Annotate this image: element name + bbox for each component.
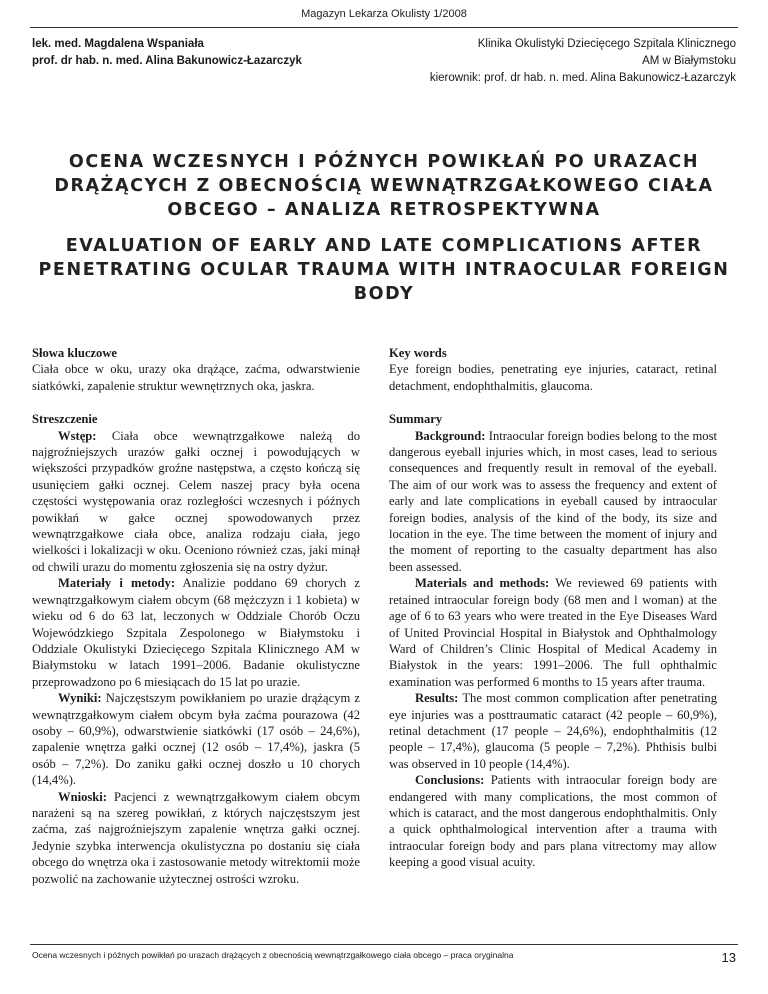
background-label-pl: Wstęp: (58, 428, 97, 443)
author-1: lek. med. Magdalena Wspaniała (32, 38, 204, 50)
keywords-heading-pl: Słowa kluczowe (32, 346, 118, 360)
footer-rule (30, 944, 738, 945)
conclusions-text-pl: Pacjenci z wewnątrzgałkowym ciałem obcym narażeni są na szereg powikłań, z których najczęstszym jest zaćma, zaś najgroźniejszym zapalenie wnętrza gałki ocznej. Jedynie szybka interwencja okulistyczna po dostaniu się ciała obcego do wnętrza oka i zastosowanie metody witrektomii może pozwolić na zachowanie użytecznej ostrości wzroku. (32, 789, 360, 886)
summary-heading-en: Summary (389, 412, 443, 427)
keywords-heading-en: Key words (389, 346, 447, 360)
summary-methods-en (389, 575, 717, 690)
title-english: EVALUATION OF EARLY AND LATE COMPLICATIONS AFTER PENETRATING OCULAR TRAUMA WITH INTRAOCULAR FOREIGN BODY (38, 236, 730, 304)
affiliation-line-1: Klinika Okulistyki Dziecięcego Szpitala Klinicznego (477, 38, 736, 50)
summary-background-en (389, 428, 717, 576)
methods-label-pl: Materiały i metody: (58, 576, 176, 591)
results-label-pl: Wyniki: (58, 691, 102, 706)
polish-column (32, 345, 360, 887)
affiliation-line-2: AM w Białymstoku (642, 55, 736, 67)
author-2: prof. dr hab. n. med. Alina Bakunowicz-Łazarczyk (32, 55, 302, 67)
journal-header: Magazyn Lekarza Okulisty 1/2008 (301, 8, 467, 20)
affiliation-head: kierownik: prof. dr hab. n. med. Alina Bakunowicz-Łazarczyk (429, 72, 736, 84)
abstract-background-pl (32, 428, 360, 576)
abstract-methods-pl (32, 575, 360, 690)
english-column (389, 345, 717, 871)
conclusions-label-pl: Wnioski: (58, 789, 107, 804)
page-number: 13 (721, 950, 736, 965)
results-label-en: Results: (415, 691, 459, 706)
methods-label-en: Materials and methods: (415, 576, 550, 591)
background-text-en: Intraocular foreign bodies belong to the most dangerous eyeball injuries which, in most cases, lead to serious consequences and frequently result in removal of the eyeball. The aim of our work was to assess the frequency and extent of early and late complications in eyeball caused by intraocular foreign bodies, analysis of the kind of the body, its size and location in the eye. The time between the moment of injury and the moment of reporting to the casualty department has also been assessed. (389, 428, 717, 574)
conclusions-label-en: Conclusions: (415, 773, 485, 788)
keywords-pl: Ciała obce w oku, urazy oka drążące, zaćma, odwarstwienie siatkówki, zapalenie struktur wewnętrznych oka, jaskra. (32, 362, 360, 393)
header-rule (30, 27, 738, 28)
abstract-conclusions-pl (32, 789, 360, 887)
summary-conclusions-en (389, 772, 717, 870)
running-title: Ocena wczesnych i późnych powikłań po urazach drążących z obecnością wewnątrzgałkowego ciała obcego – praca oryginalna (32, 950, 514, 960)
results-text-en: The most common complication after penetrating eye injuries was a posttraumatic cataract (42 people – 60,9%), retinal detachment (17 people – 24,6%), endophthalmitis (12 people – 17,4%), glaucoma (5 people – 7,2%). Phthisis bulbi was observed in 10 people (14,4%). (389, 691, 717, 771)
affiliation (430, 36, 736, 87)
abstract-heading-pl: Streszczenie (32, 412, 98, 427)
summary-results-en (389, 690, 717, 772)
authors (32, 36, 302, 70)
methods-text-en: We reviewed 69 patients with retained intraocular foreign body (68 men and l woman) at the age of 6 to 63 years who were treated in the Eye Diseases Ward of United Provincial Hospital in Białystok and Ophthalmology Ward of Children’s Clinic Hospital of Medical Academy in Białystok in the years: 1991–2006. The full ophthalmic examination was performed 6 months to 15 years after trauma. (389, 576, 718, 689)
abstract-results-pl (32, 690, 360, 788)
conclusions-text-en: Patients with intraocular foreign body are endangered with many complications, the most common of which is cataract, and the most dangerous endophthalmitis. Only a quick ophthalmological intervention after a trauma with intraocular foreign body and pars plana vitrectomy may allow keeping a good visual acuity. (389, 773, 717, 870)
keywords-en: Eye foreign bodies, penetrating eye injuries, cataract, retinal detachment, endophthalmitis, glaucoma. (389, 362, 717, 393)
title-polish: OCENA WCZESNYCH I PÓŹNYCH POWIKŁAŃ PO URAZACH DRĄŻĄCYCH Z OBECNOŚCIĄ WEWNĄTRZGAŁKOWEGO CIAŁA OBCEGO – ANALIZA RETROSPEKTYWNA (54, 152, 714, 220)
results-text-pl: Najczęstszym powikłaniem po urazie drążącym z wewnątrzgałkowym ciałem obcym była zaćma pourazowa (42 osoby – 60,9%), odwarstwienie siatkówki (17 osób – 24,6%), zapalenie wnętrza gałki ocznej (12 osób – 17,4%), jaskra (5 osób – 7,2%). Do zaniku gałki ocznej doszło u 10 chorych (14,4%). (32, 691, 360, 788)
methods-text-pl: Analizie poddano 69 chorych z wewnątrzgałkowym ciałem obcym (68 mężczyzn i 1 kobieta) w wieku od 6 do 63 lat, leczonych w Oddziale Chorób Oczu Wojewódzkiego Szpitala Zespolonego w Białymstoku i Oddziale Okulistyki Dziecięcego Szpitala Klinicznego AM w Białymstoku w latach 1991–2006. Badanie okulistyczne przeprowadzono po 6 miesiącach do 15 lat po urazie. (32, 576, 360, 689)
background-label-en: Background: (415, 428, 486, 443)
background-text-pl: Ciała obce wewnątrzgałkowe należą do najgroźniejszych urazów gałki ocznej i powodujących w większości przypadków groźne następstwa, a często kończą się usunięciem gałki ocznej. Celem naszej pracy była ocena częstości występowania oraz rozległości wczesnych i późnych powikłań w gałce ocznej spowodowanych przez wewnątrzgałkowe ciała obce, analiza rodzaju ciała, jego wielkości i lokalizacji w oku. Oceniono również czas, jaki minął od chwili urazu do momentu zgłoszenia się na ostry dyżur. (32, 428, 360, 574)
